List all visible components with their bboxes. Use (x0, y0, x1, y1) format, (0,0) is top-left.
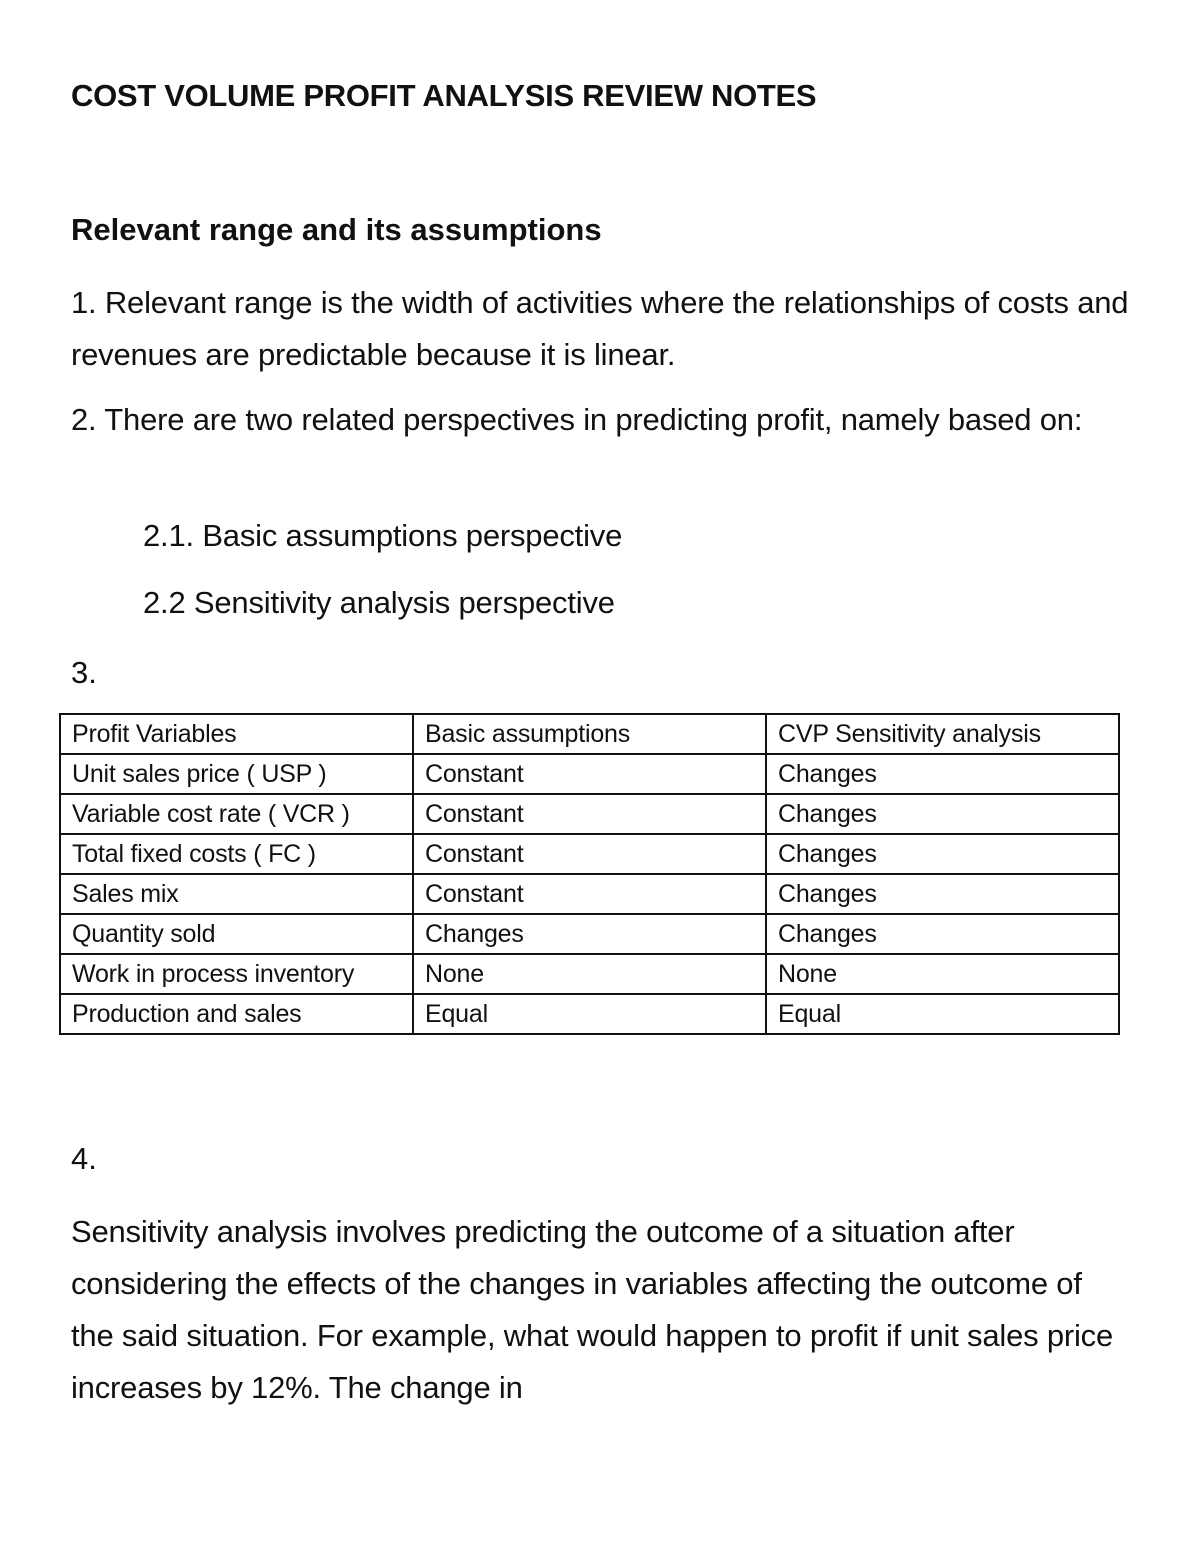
table-cell: Changes (766, 914, 1119, 954)
sub-point-2-1: 2.1. Basic assumptions perspective (143, 518, 623, 553)
table-cell: None (413, 954, 766, 994)
table-cell: Production and sales (60, 994, 413, 1034)
table-row (60, 874, 1119, 914)
table-cell: Equal (413, 994, 766, 1034)
table-cell: Changes (766, 834, 1119, 874)
table-cell: Changes (413, 914, 766, 954)
table-header-cell: CVP Sensitivity analysis (766, 714, 1119, 754)
table-cell: Constant (413, 874, 766, 914)
profit-variables-table (59, 713, 1120, 1035)
table-cell: Constant (413, 834, 766, 874)
table-row (60, 794, 1119, 834)
table-cell: Sales mix (60, 874, 413, 914)
table-cell: Variable cost rate ( VCR ) (60, 794, 413, 834)
table-cell: Changes (766, 874, 1119, 914)
table-row (60, 754, 1119, 794)
sub-point-2-2: 2.2 Sensitivity analysis perspective (143, 585, 615, 620)
point-1-text: 1. Relevant range is the width of activities where the relationships of costs and revenues are predictable because it is linear. (71, 285, 1129, 372)
table-row (60, 994, 1119, 1034)
point-3-label: 3. (71, 655, 97, 690)
table-cell: Constant (413, 754, 766, 794)
table-cell: Equal (766, 994, 1119, 1034)
table-header-cell: Profit Variables (60, 714, 413, 754)
table-cell: Changes (766, 794, 1119, 834)
section-heading: Relevant range and its assumptions (71, 212, 602, 247)
point-4-text: Sensitivity analysis involves predicting the outcome of a situation after considering the effects of the changes in variables affecting the outcome of the said situation. For example, what would happen to profit if unit sales price increases by 12%. The change in (71, 1214, 1114, 1405)
table-header-cell: Basic assumptions (413, 714, 766, 754)
table-header-row (60, 714, 1119, 754)
table-cell: Quantity sold (60, 914, 413, 954)
table-cell: Total fixed costs ( FC ) (60, 834, 413, 874)
document-title: COST VOLUME PROFIT ANALYSIS REVIEW NOTES (71, 78, 817, 113)
table-row (60, 954, 1119, 994)
table-cell: None (766, 954, 1119, 994)
table-row (60, 834, 1119, 874)
table-cell: Changes (766, 754, 1119, 794)
table-row (60, 914, 1119, 954)
table-cell: Work in process inventory (60, 954, 413, 994)
point-2-text: 2. There are two related perspectives in predicting profit, namely based on: (71, 402, 1083, 437)
table-cell: Unit sales price ( USP ) (60, 754, 413, 794)
table-cell: Constant (413, 794, 766, 834)
point-4-label: 4. (71, 1141, 97, 1176)
